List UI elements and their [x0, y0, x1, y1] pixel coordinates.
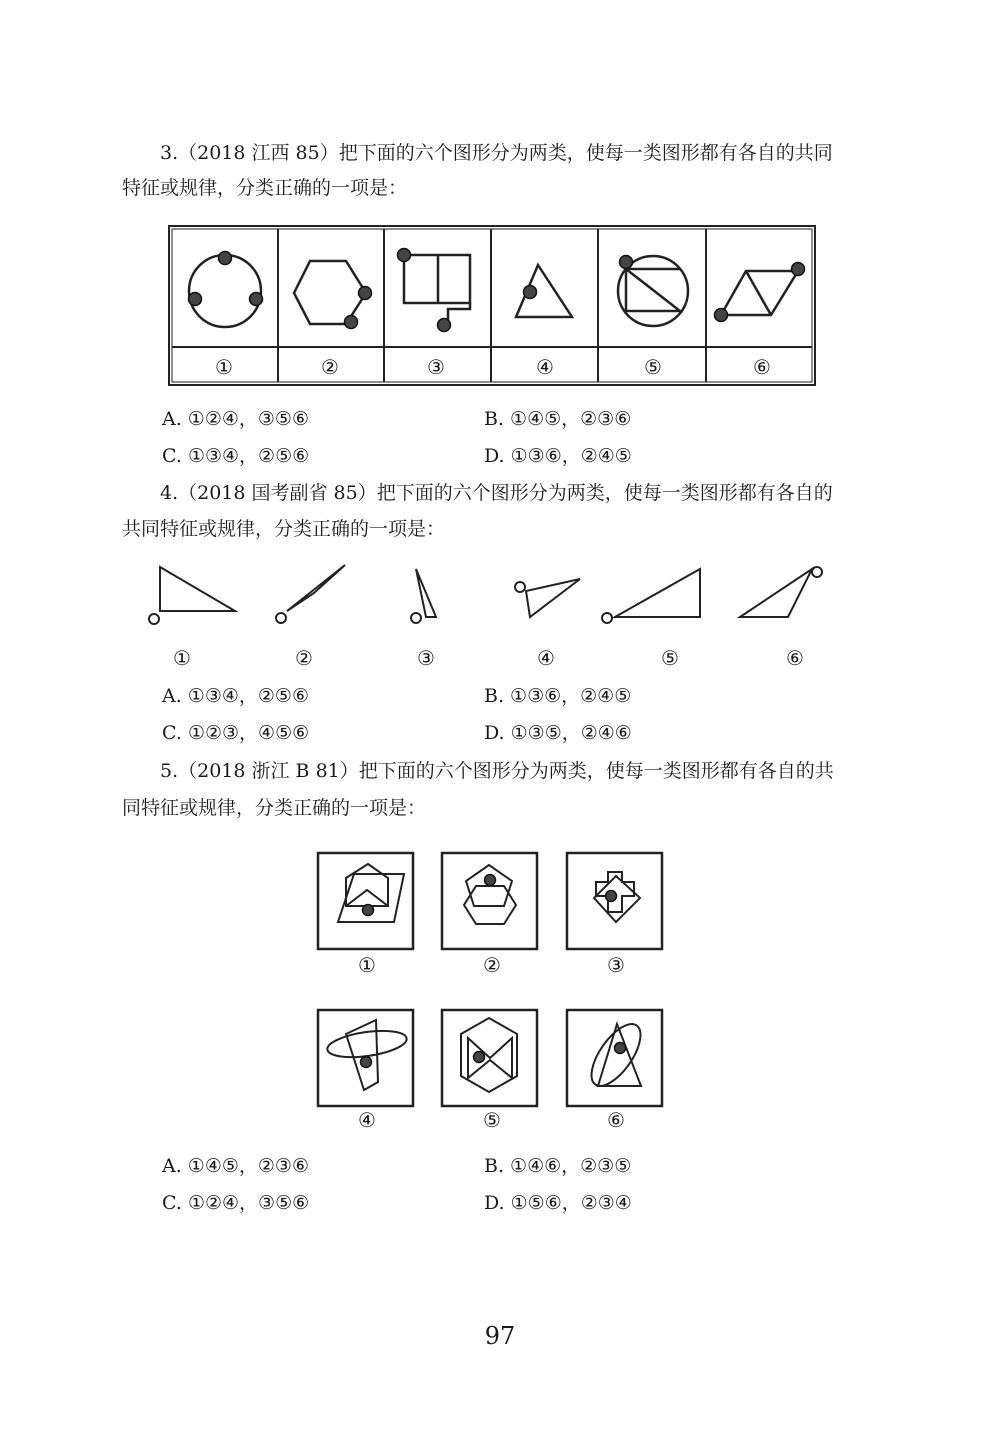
q4-fig6 — [740, 569, 812, 617]
q4-option-b: B. ①③⑥，②④⑤ — [484, 685, 632, 707]
q3-label-1: ① — [215, 355, 233, 379]
q4-text-line1: 4.（2018 国考副省 85）把下面的六个图形分为两类，使每一类图形都有各自的 — [160, 482, 833, 504]
q5-fig1-shape — [346, 864, 388, 906]
q3-text-line1: 3.（2018 江西 85）把下面的六个图形分为两类，使每一类图形都有各自的共同 — [160, 142, 833, 164]
q3-figure-table — [168, 225, 816, 387]
q5-label-6: ⑥ — [607, 1108, 625, 1132]
q4-fig1 — [160, 567, 235, 611]
q4-label-4: ④ — [537, 646, 555, 670]
q5-label-5: ⑤ — [483, 1108, 501, 1132]
q3-fig6-parallelogram — [721, 271, 798, 315]
q4-figure-row — [140, 555, 840, 635]
q3-option-d: D. ①③⑥，②④⑤ — [484, 445, 632, 467]
q3-fig2-hexagon — [294, 261, 366, 324]
q5-label-4: ④ — [358, 1108, 376, 1132]
q4-fig2 — [287, 565, 345, 611]
q5-label-3: ③ — [607, 953, 625, 977]
q5-option-a: A. ①④⑤，②③⑥ — [162, 1155, 309, 1177]
q4-label-3: ③ — [417, 646, 435, 670]
q4-option-d: D. ①③⑤，②④⑥ — [484, 722, 632, 744]
q4-fig3 — [416, 569, 436, 617]
q5-figure-grid — [316, 850, 666, 1112]
page-number: 97 — [484, 1322, 516, 1350]
q5-text-line1: 5.（2018 浙江 B 81）把下面的六个图形分为两类，使每一类图形都有各自的共 — [160, 760, 834, 782]
q4-label-1: ① — [173, 646, 191, 670]
q3-text-line2: 特征或规律，分类正确的一项是： — [122, 177, 408, 199]
q5-option-c: C. ①②④，③⑤⑥ — [162, 1192, 310, 1214]
q4-label-5: ⑤ — [661, 646, 679, 670]
q4-option-a: A. ①③④，②⑤⑥ — [162, 685, 309, 707]
q4-text-line2: 共同特征或规律，分类正确的一项是： — [122, 518, 446, 540]
q3-option-a: A. ①②④，③⑤⑥ — [162, 408, 309, 430]
q3-option-c: C. ①③④，②⑤⑥ — [162, 445, 310, 467]
q3-label-3: ③ — [427, 355, 445, 379]
q4-label-6: ⑥ — [786, 646, 804, 670]
q5-label-1: ① — [358, 953, 376, 977]
q4-fig4 — [526, 579, 580, 617]
q4-option-c: C. ①②③，④⑤⑥ — [162, 722, 310, 744]
q5-label-2: ② — [483, 953, 501, 977]
q3-label-4: ④ — [536, 355, 554, 379]
q3-option-b: B. ①④⑤，②③⑥ — [484, 408, 632, 430]
q5-fig5-shape — [461, 1018, 517, 1092]
q5-option-d: D. ①⑤⑥，②③④ — [484, 1192, 632, 1214]
q3-fig1-circle — [189, 255, 261, 327]
q4-label-2: ② — [295, 646, 313, 670]
q3-label-5: ⑤ — [644, 355, 662, 379]
q3-label-6: ⑥ — [753, 355, 771, 379]
q5-option-b: B. ①④⑥，②③⑤ — [484, 1155, 632, 1177]
q3-label-2: ② — [321, 355, 339, 379]
q5-text-line2: 同特征或规律，分类正确的一项是： — [122, 797, 427, 819]
q3-fig3-squares — [404, 255, 470, 324]
q4-fig5 — [615, 569, 700, 617]
